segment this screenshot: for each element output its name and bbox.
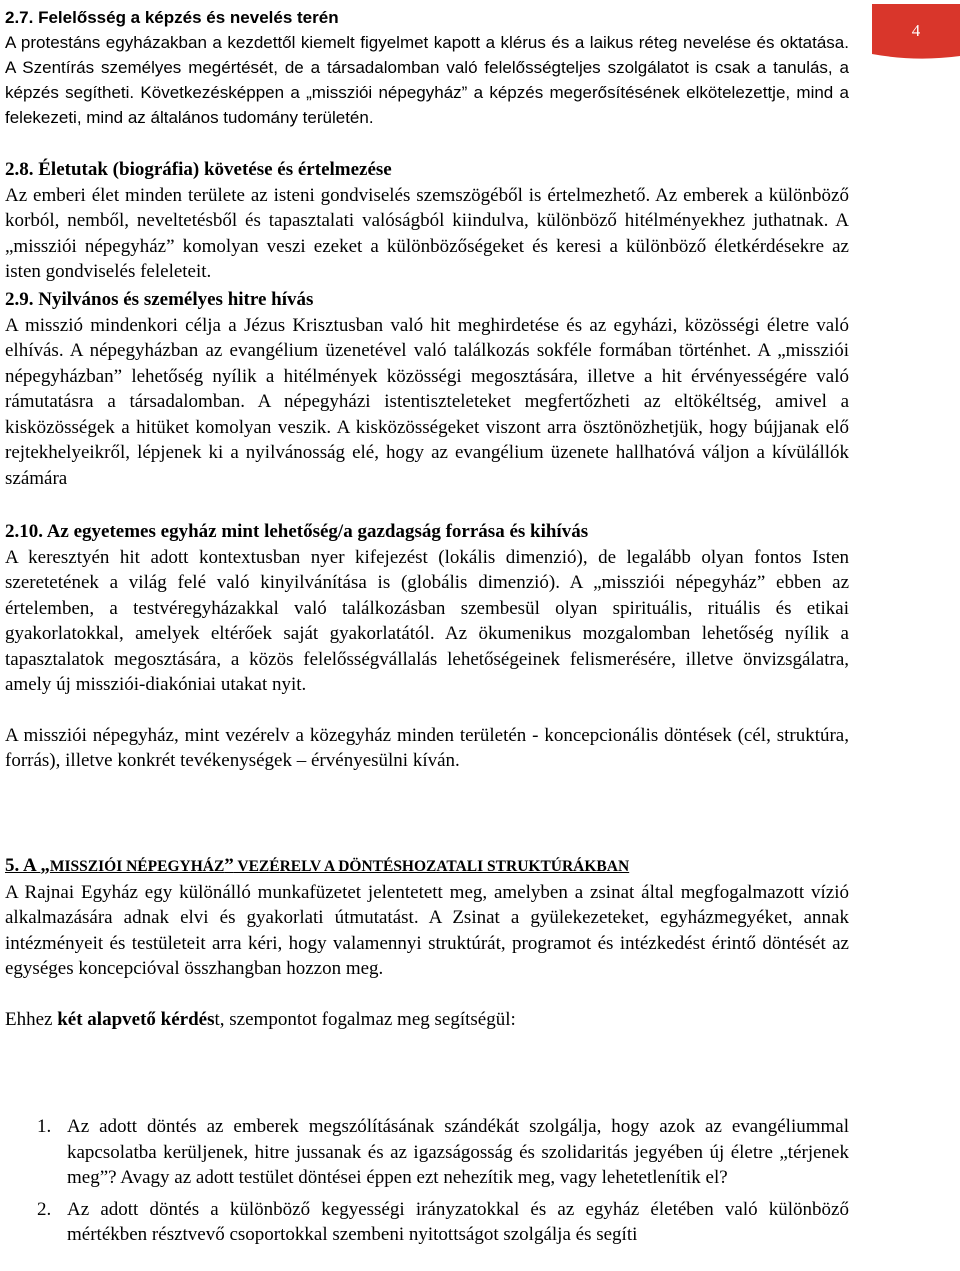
section-2-8 bbox=[5, 157, 849, 285]
questions-intro-bold: két alapvető kérdés bbox=[57, 1008, 215, 1030]
list-item-text: Az adott döntés az emberek megszólításának szándékát szolgálja, hogy azok az evangéliummal kapcsolatba kerüljenek, hitre jussanak és az igazságosság és szolidaritás jegyében új életre „térjenek meg”? Avagy az adott testület döntései éppen ezt nehezítik meg, vagy lehetetlenítik el? bbox=[67, 1116, 849, 1188]
questions-intro-post: t, szempontot fogalmaz meg segítségül: bbox=[214, 1008, 516, 1030]
section-body: A keresztyén hit adott kontextusban nyer kifejezést (lokális dimenzió), de legalább olyan fontos Isten szeretetének a világ felé való kinyilvánítása is (globális dimenzió). A „missziói népegyház” ebben az értelemben, a testvéregyházakkal való találkozásban szembesül olyan spirituális, rituális és etikai gyakorlatokkal, amelyek eltérőek saját gyakorlatától. Az ökumenikus mozgalomban lehetőség nyílik a tapasztalatok megosztására, a közös felelősségvállalás lehetőségeinek felismerésére, illetve önvizsgálatra, amely új missziói-diakóniai utakat nyit. bbox=[5, 546, 849, 695]
section-body: A Rajnai Egyház egy különálló munkafüzetet jelentetett meg, amelyben a zsinat által megfogalmazott vízió alkalmazására adnak elvi és gyakorlati útmutatást. A Zsinat a gyülekezeteket, egyházmegyéket, annak intézményeit és testületeit arra kéri, hogy valamennyi struktúrát, programot és intézkedést érintő döntését az egységes koncepcióval összhangban hozzon meg. bbox=[5, 881, 849, 979]
questions-list bbox=[5, 1114, 849, 1248]
section-body-2: A missziói népegyház, mint vezérelv a közegyház minden területén - koncepcionális döntések (cél, struktúra, forrás), illetve konkrét tevékenységek – érvényesülni kíván. bbox=[5, 724, 849, 771]
chapter-heading-quote-open: „ bbox=[40, 855, 50, 876]
section-body: A protestáns egyházakban a kezdettől kiemelt figyelmet kapott a klérus és a laikus réteg nevelése és oktatása. A Szentírás személyes megértését, de a társadalomban való felelősségteljes szolgálatot is csak a tanulás, a képzés segítheti. Következésképpen a „missziói népegyház” a képzés megerősítésének elkötelezettje, mind a felekezeti, mind az általános tudomány területén. bbox=[5, 33, 849, 127]
chapter-heading-number: 5. A bbox=[5, 855, 41, 876]
section-2-7 bbox=[5, 5, 849, 130]
section-body: A misszió mindenkori célja a Jézus Krisztusban való hit meghirdetése és az egyházi, közösségi életre való elhívás. A népegyházban az evangélium üzenetével való találkozás sokféle formában történhet. A „missziói népegyházban” lehetőség nyílik a hitélmények közösségi megosztására, illetve a hit érvényességére való rámutatásra a társadalomban. A népegyházi istentiszteleteket megfertőzheti az eltökéltség, amivel a kisközösségek a hitüket komolyan veszik. A kisközösségeket viszont arra ösztönözhetjük, hogy bújjanak elő rejtekhelyeikről, lépjenek ki a nyilvánosság elé, hogy az evangélium üzenete hallhatóvá váljon a kívülállók számára bbox=[5, 314, 849, 489]
page-number: 4 bbox=[911, 21, 921, 40]
list-item-number: 1. bbox=[37, 1116, 52, 1137]
list-item-text: Az adott döntés a különböző kegyességi irányzatokkal és az egyház életében való különböző mértékben résztvevő csoportokkal szembeni nyitottságot szolgálja és segíti bbox=[67, 1198, 849, 1245]
section-body: Az emberi élet minden területe az isteni gondviselés szemszögéből is értelmezhető. Az emberek a különböző korból, nemből, neveltetésből és tapasztalati valóságból kiindulva, különböző hitélményekhez juthatnak. A „missziói népegyház” komolyan veszi ezeket a különbözőségeket és keresi a különböző életkérdésekre az isten gondviselés feleleteit. bbox=[5, 184, 849, 282]
section-2-9 bbox=[5, 287, 849, 491]
list-item bbox=[5, 1197, 849, 1248]
questions-intro bbox=[5, 1007, 849, 1033]
section-heading: 2.10. Az egyetemes egyház mint lehetőség/a gazdagság forrása és kihívás bbox=[5, 521, 589, 542]
chapter-heading bbox=[5, 853, 849, 880]
chapter-heading-part-b: VEZÉRELV A DÖNTÉSHOZATALI STRUKTÚRÁKBAN bbox=[233, 858, 630, 875]
chapter-heading-part-a: MISSZIÓI NÉPEGYHÁZ bbox=[49, 858, 225, 875]
list-item-number: 2. bbox=[37, 1198, 52, 1220]
section-5 bbox=[5, 853, 849, 1032]
chapter-heading-quote-close: ” bbox=[224, 855, 234, 876]
section-heading: 2.8. Életutak (biográfia) követése és értelmezése bbox=[5, 159, 392, 180]
questions-intro-pre: Ehhez bbox=[5, 1008, 58, 1030]
questions-list-wrap bbox=[5, 1114, 849, 1248]
section-2-10 bbox=[5, 519, 849, 774]
list-item bbox=[5, 1114, 849, 1191]
section-heading: 2.7. Felelősség a képzés és nevelés terén bbox=[5, 8, 339, 27]
section-heading: 2.9. Nyilvános és személyes hitre hívás bbox=[5, 289, 314, 310]
page-number-badge bbox=[872, 4, 960, 62]
